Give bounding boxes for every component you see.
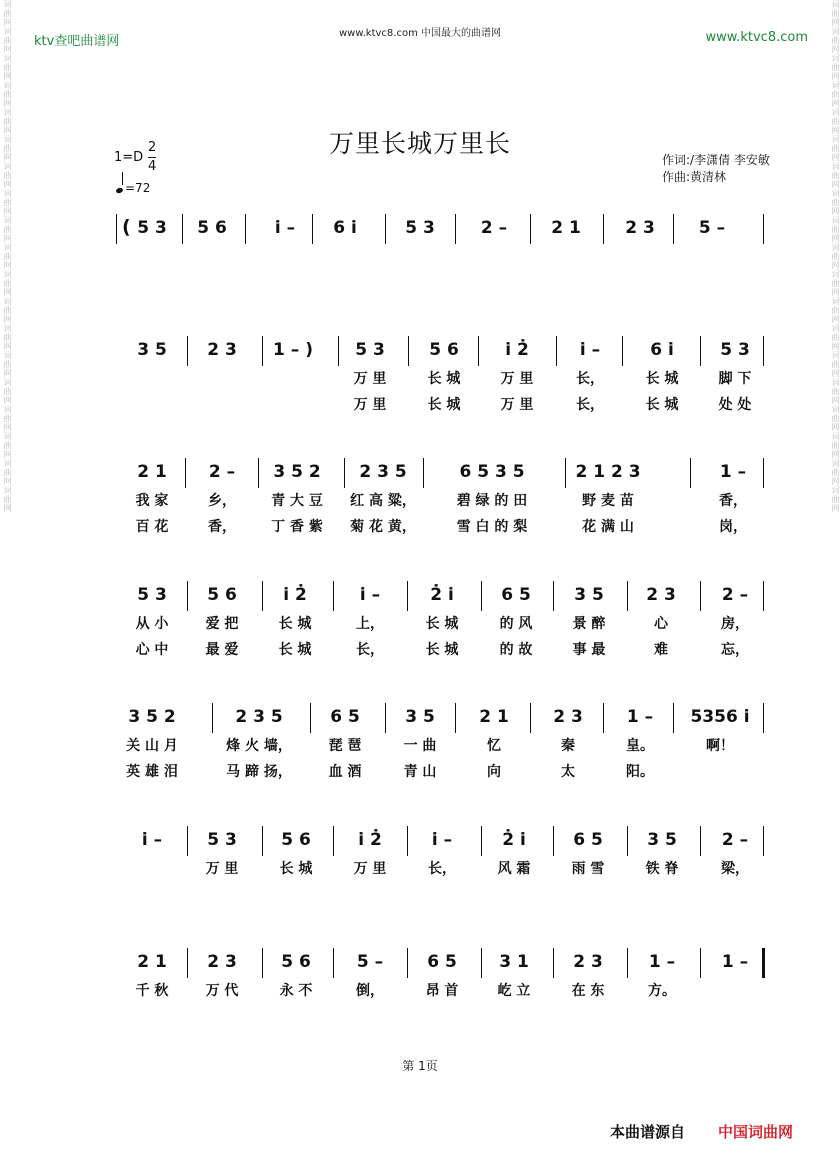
lyric-text: 雪 白 的 梨 — [456, 519, 528, 535]
lyric-text: 丁 香 紫 — [271, 519, 323, 535]
page-number: 第 1页 — [402, 1059, 438, 1073]
barline — [212, 703, 213, 733]
barline — [690, 458, 691, 488]
lyric-text: 长 城 — [425, 642, 459, 658]
lyric-text: 万 里 — [205, 861, 239, 877]
measure-notes: 2 1 2 3 — [575, 462, 641, 482]
measure-notes: 6 i̇ — [650, 340, 674, 360]
lyric-text: 万 里 — [500, 397, 534, 413]
lyric-text: 万 里 — [353, 397, 387, 413]
lyric-text: 碧 绿 的 田 — [456, 493, 528, 509]
key-signature: 1=D — [114, 150, 144, 165]
barline — [763, 703, 764, 733]
lyric-text: 阳。 — [626, 764, 654, 780]
lyric-text: 万 里 — [353, 371, 387, 387]
measure-notes: 2 – — [721, 830, 749, 850]
footer-source-site[interactable]: 中国词曲网 — [718, 1123, 794, 1141]
lyric-text: 昂 首 — [425, 983, 459, 999]
lyric-text: 忆 — [487, 738, 501, 754]
measure-notes: 6 i̇ — [333, 218, 357, 238]
lyric-text: 秦 — [561, 738, 575, 754]
measure-notes: 3 5 — [405, 707, 435, 727]
time-signature-divider — [148, 157, 156, 158]
measure-notes: 2 3 5 — [235, 707, 283, 727]
measure-notes: 5 6 — [197, 218, 227, 238]
lyric-text: 风 霜 — [497, 861, 531, 877]
measure-notes: 6 5 — [330, 707, 360, 727]
lyric-text: 万 里 — [500, 371, 534, 387]
measure-notes: 5 3 — [355, 340, 385, 360]
lyric-text: 处 处 — [718, 397, 752, 413]
header-url[interactable]: www.ktvc8.com — [705, 30, 808, 45]
lyric-text: 长 城 — [645, 397, 679, 413]
lyric-text: 万 里 — [353, 861, 387, 877]
lyric-text: 上， — [356, 616, 384, 632]
lyric-text: 一 曲 — [403, 738, 437, 754]
lyric-text: 景 醉 — [572, 616, 606, 632]
lyric-text: 啊！ — [706, 738, 734, 754]
measure-notes: 2 3 — [646, 585, 676, 605]
measure-notes: 2 – — [480, 218, 508, 238]
lyric-text: 向 — [487, 764, 501, 780]
barline — [565, 458, 566, 488]
lyric-text: 长， — [428, 861, 456, 877]
lyric-text: 马 蹄 扬， — [226, 764, 292, 780]
lyric-text: 难 — [654, 642, 668, 658]
song-title: 万里长城万里长 — [328, 129, 511, 158]
lyric-text: 长 城 — [278, 642, 312, 658]
measure-notes: 2 1 — [137, 952, 167, 972]
measure-notes: 3 5 — [647, 830, 677, 850]
measure-notes: 5 – — [698, 218, 726, 238]
lyric-text: 英 雄 泪 — [126, 764, 178, 780]
lyric-text: 香， — [208, 519, 236, 535]
side-watermark-right: 词曲网词曲网词曲网词曲网词曲网词曲网词曲网词曲网词曲网词曲网词曲网词曲网词曲网词曲网词曲网词曲网词曲网词曲网词曲网 — [831, 0, 840, 513]
lyric-text: 永 不 — [279, 983, 313, 999]
lyric-text: 皇。 — [626, 738, 654, 754]
footer-source-label: 本曲谱源自 — [610, 1123, 686, 1141]
quarter-note-icon — [115, 187, 123, 194]
lyric-text: 长， — [576, 397, 604, 413]
header-site-name[interactable]: ktv查吧曲谱网 — [34, 34, 120, 49]
measure-notes: 5 6 — [207, 585, 237, 605]
measure-notes: i̇ – — [359, 585, 381, 605]
tempo-marking — [116, 181, 150, 195]
measure-notes: 3 5 — [574, 585, 604, 605]
lyric-text: 血 酒 — [328, 764, 362, 780]
barline — [423, 458, 424, 488]
lyric-text: 菊 花 黄， — [350, 519, 416, 535]
measure-notes: 1 – — [648, 952, 676, 972]
lyric-text: 千 秋 — [135, 983, 169, 999]
time-signature-bottom: 4 — [148, 159, 157, 174]
measure-notes: 1 – — [721, 952, 749, 972]
lyric-text: 烽 火 墙， — [226, 738, 292, 754]
side-watermark-left: 词曲网词曲网词曲网词曲网词曲网词曲网词曲网词曲网词曲网词曲网词曲网词曲网词曲网词曲网词曲网词曲网词曲网词曲网词曲网 — [3, 0, 12, 513]
time-signature-top: 2 — [148, 140, 157, 155]
lyric-text: 的 风 — [499, 616, 533, 632]
measure-notes: 5 3 — [207, 830, 237, 850]
measure-notes: 6 5 — [501, 585, 531, 605]
lyric-text: 脚 下 — [718, 371, 752, 387]
measure-notes: 5 6 — [429, 340, 459, 360]
lyric-text: 心 — [654, 616, 668, 632]
measure-notes: 2̇ i̇ — [502, 830, 526, 850]
measure-notes: 2̇ i̇ — [430, 585, 454, 605]
lyric-text: 梁， — [721, 861, 749, 877]
lyric-text: 野 麦 苗 — [582, 493, 634, 509]
measure-notes: 1 – — [719, 462, 747, 482]
measure-notes: i̇ – — [431, 830, 453, 850]
lyric-text: 长， — [356, 642, 384, 658]
lyric-text: 长 城 — [279, 861, 313, 877]
lyric-text: 忘， — [721, 642, 749, 658]
lyric-text: 在 东 — [571, 983, 605, 999]
lyric-text: 青 大 豆 — [271, 493, 323, 509]
measure-notes: 2 1 — [551, 218, 581, 238]
measure-notes: 2 3 — [207, 952, 237, 972]
lyric-text: 岗， — [719, 519, 747, 535]
lyric-text: 长 城 — [425, 616, 459, 632]
composer: 作曲:黄清林 — [662, 170, 727, 184]
measure-notes: 2 3 — [553, 707, 583, 727]
measure-notes: 2 1 — [479, 707, 509, 727]
measure-notes: 2 3 5 — [359, 462, 407, 482]
lyric-text: 长 城 — [278, 616, 312, 632]
measure-notes: i̇ – — [274, 218, 296, 238]
measure-notes: 5 3 — [137, 218, 167, 238]
time-signature — [148, 140, 156, 175]
lyric-text: 长 城 — [427, 397, 461, 413]
measure-notes: 5356 i̇ — [690, 707, 750, 727]
lyric-text: 最 爱 — [205, 642, 239, 658]
lyric-text: 铁 脊 — [645, 861, 679, 877]
measure-notes: 5 6 — [281, 952, 311, 972]
lyric-text: 我 家 — [135, 493, 169, 509]
measure-notes: i̇ – — [141, 830, 163, 850]
lyricist: 作词:/李潇倩 李安敏 — [662, 153, 770, 167]
measure-notes: i̇ – — [579, 340, 601, 360]
measure-notes: 2 3 — [207, 340, 237, 360]
lyric-text: 香， — [719, 493, 747, 509]
measure-notes: 6 5 — [573, 830, 603, 850]
lyric-text: 青 山 — [403, 764, 437, 780]
measure-notes: 2 3 — [573, 952, 603, 972]
lyric-text: 百 花 — [135, 519, 169, 535]
measure-notes: 3 5 2 — [273, 462, 321, 482]
repeat-paren: ( — [122, 216, 131, 238]
measure-notes: 2 3 — [625, 218, 655, 238]
measure-notes: 6 5 3 5 — [459, 462, 525, 482]
measure-notes: 2 1 — [137, 462, 167, 482]
lyric-text: 琵 琶 — [328, 738, 362, 754]
measure-notes: 5 3 — [137, 585, 167, 605]
lyric-text: 万 代 — [205, 983, 239, 999]
lyric-text: 红 高 粱， — [350, 493, 416, 509]
header-tagline: www.ktvc8.com 中国最大的曲谱网 — [338, 28, 501, 39]
measure-notes: 5 6 — [281, 830, 311, 850]
measure-notes: i̇ 2̇ — [505, 340, 529, 360]
lyric-text: 屹 立 — [497, 983, 531, 999]
lyric-text: 乡， — [208, 493, 236, 509]
lyric-text: 的 故 — [499, 642, 533, 658]
measure-notes: 2 – — [721, 585, 749, 605]
lyric-text: 方。 — [648, 983, 676, 999]
lyric-text: 心 中 — [135, 642, 169, 658]
lyric-text: 长， — [576, 371, 604, 387]
measure-notes: 1 – — [626, 707, 654, 727]
lyric-text: 从 小 — [135, 616, 169, 632]
lyric-text: 房， — [721, 616, 749, 632]
lyric-text: 事 最 — [572, 642, 606, 658]
lyric-text: 倒， — [356, 983, 384, 999]
lyric-text: 太 — [561, 764, 575, 780]
credits — [662, 152, 770, 186]
tempo-value: =72 — [125, 181, 151, 195]
lyric-text: 长 城 — [645, 371, 679, 387]
barline — [763, 214, 764, 244]
measure-notes: 6 5 — [427, 952, 457, 972]
measure-notes: 5 3 — [405, 218, 435, 238]
measure-notes: 1 – ) — [273, 340, 313, 360]
lyric-text: 关 山 月 — [126, 738, 178, 754]
measure-notes: 3 5 — [137, 340, 167, 360]
measure-notes: i̇ 2̇ — [358, 830, 382, 850]
lyric-text: 雨 雪 — [571, 861, 605, 877]
final-double-bar — [762, 948, 765, 978]
measure-notes: 2 – — [208, 462, 236, 482]
lyric-text: 长 城 — [427, 371, 461, 387]
measure-notes: 5 – — [356, 952, 384, 972]
measure-notes: i̇ 2̇ — [283, 585, 307, 605]
measure-notes: 3 1 — [499, 952, 529, 972]
measure-notes: 5 3 — [720, 340, 750, 360]
lyric-text: 花 满 山 — [582, 519, 634, 535]
measure-notes: 3 5 2 — [128, 707, 176, 727]
lyric-text: 爱 把 — [205, 616, 239, 632]
